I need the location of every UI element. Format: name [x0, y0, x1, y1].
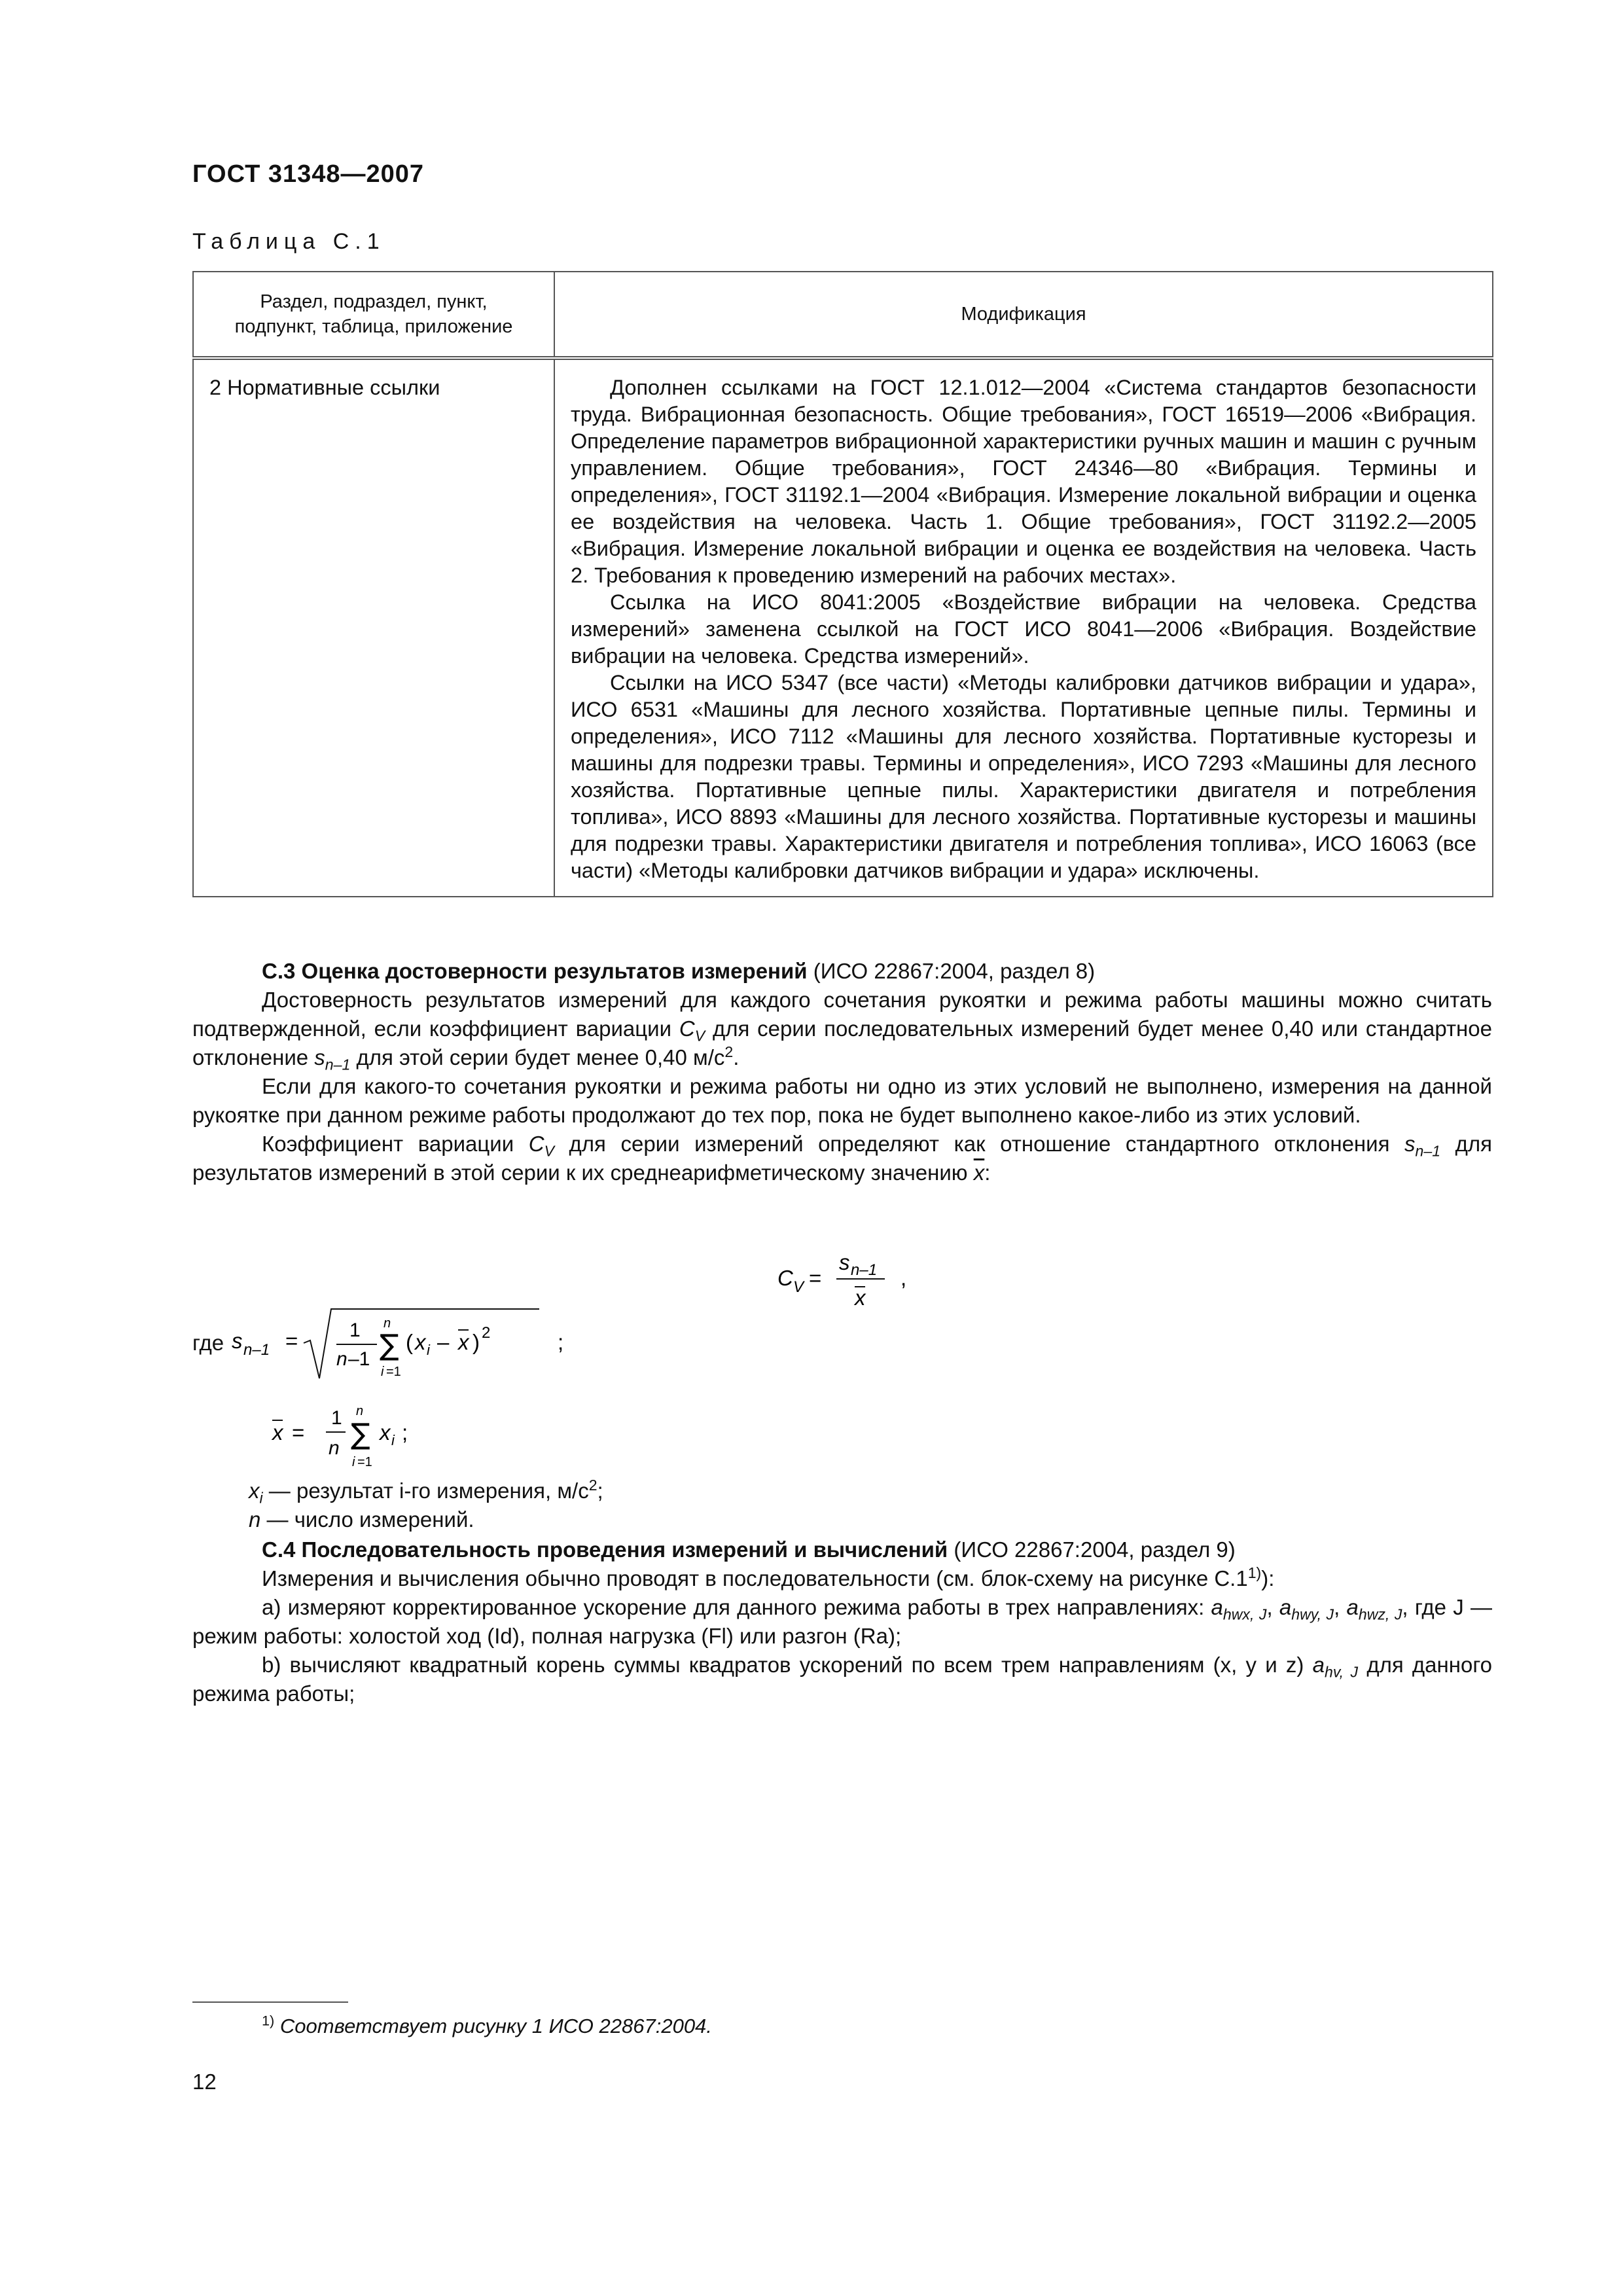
section-c3-paragraph-3: Коэффициент вариации $C_V$ для серии измерений определяют как отношение стандартного отклонения $s_{n-1}$ для результатов измерений в этой серии к их среднеарифметическому значению $\overline{x}$:: [192, 1132, 1492, 1185]
svg-text:–: –: [437, 1330, 450, 1354]
section-c4-item-a: a) измеряют корректированное ускорение для данного режима работы в трех направлениях: $a_{hwx, J}$, $a_{hwy, J}$, $a_{hwz, J}$, где J — режим работы: холостой ход (Id), полная нагрузка (Fl) или разгон (Ra);: [192, 1595, 1493, 1648]
svg-text:;: ;: [402, 1420, 408, 1444]
svg-text:n: n: [383, 1316, 391, 1331]
svg-text:x: x: [380, 1420, 391, 1444]
svg-text:(: (: [406, 1330, 413, 1354]
svg-text:s: s: [232, 1329, 243, 1353]
document-header: ГОСТ 31348—2007: [192, 160, 425, 188]
page-number: 12: [192, 2070, 217, 2094]
svg-text:x: x: [855, 1285, 866, 1310]
svg-text:V: V: [793, 1278, 804, 1296]
svg-text:–1: –1: [348, 1348, 370, 1370]
svg-text:n: n: [336, 1348, 348, 1370]
svg-text:x: x: [272, 1420, 283, 1444]
footnote-divider: [192, 2001, 348, 2003]
formula-definitions: [192, 1477, 1492, 1534]
section-c3-heading: С.3 Оценка достоверности результатов измерений (ИСО 22867:2004, раздел 8): [262, 959, 1096, 983]
modification-table: [192, 271, 1493, 897]
svg-text:,: ,: [901, 1266, 907, 1290]
svg-text:2: 2: [482, 1324, 491, 1342]
svg-text:C: C: [777, 1266, 793, 1290]
section-c4-paragraph-1: Измерения и вычисления обычно проводят в последовательности (см. блок-схему на рисунке С.1$^{1)}$):: [262, 1564, 1275, 1590]
formula-cv: [777, 1244, 935, 1321]
svg-text:): ): [473, 1330, 480, 1354]
where-label: где: [192, 1331, 224, 1355]
modification-paragraph-2: Ссылка на ИСО 8041:2005 «Воздействие вибрации на человека. Средства измерений» заменена ссылкой на ГОСТ ИСО 8041—2006 «Вибрация. Воздействие вибрации на человека. Средства измерений».: [571, 590, 1476, 668]
svg-text:1: 1: [331, 1407, 342, 1429]
section-c3-paragraph-1: Достоверность результатов измерений для каждого сочетания рукоятки и режима работы машины можно считать подтвержденной, если коэффициент вариации $C_V$ для серии последовательных измерений будет менее 0,40 или стандартное отклонение $s_{n-1}$ для этой серии будет менее 0,40 $м/с^2$.: [192, 988, 1492, 1073]
formula-mean: [268, 1394, 465, 1479]
modification-paragraph-1: Дополнен ссылками на ГОСТ 12.1.012—2004 «Система стандартов безопасности труда. Вибрационная безопасность. Общие требования», ГОСТ 16519—2006 «Вибрация. Определение параметров вибрационной характеристики ручных машин и машин с ручным управлением. Общие требования», ГОСТ 24346—80 «Вибрация. Термины и определения», ГОСТ 31192.1—2004 «Вибрация. Измерение локальной вибрации и оценка ее воздействия на человека. Часть 1. Общие требования», ГОСТ 31192.2—2005 «Вибрация. Измерение локальной вибрации и оценка ее воздействия на человека. Часть 2. Требования к проведению измерений на рабочих местах».: [571, 376, 1476, 587]
svg-text:x: x: [458, 1330, 469, 1354]
section-c4-item-b: b) вычисляют квадратный корень суммы квадратов ускорений по всем трем направлениям (x, y и z) $a_{hv, J}$ для данного режима работы;: [192, 1653, 1492, 1706]
modification-paragraph-3: Ссылки на ИСО 5347 (все части) «Методы калибровки датчиков вибрации и удара», ИСО 6531 «Машины для лесного хозяйства. Портативные цепные пилы. Термины и определения», ИСО 7112 «Машины для лесного хозяйства. Портативные кусторезы и машины для подрезки травы. Термины и определения», ИСО 7293 «Машины для лесного хозяйства. Портативные цепные пилы. Характеристики двигателя и потребления топлива», ИСО 8893 «Машины для лесного хозяйства. Портативные кусторезы и машины для подрезки травы. Характеристики двигателя и потребления топлива», ИСО 16063 (все части) «Методы калибровки датчиков вибрации и удара» исключены.: [571, 671, 1476, 882]
table-cell-section: 2 Нормативные ссылки: [193, 358, 554, 897]
svg-text:n: n: [329, 1437, 340, 1459]
table-row: [193, 358, 1493, 897]
formula-mean-graphic: [268, 1394, 465, 1473]
svg-text:=1: =1: [357, 1455, 372, 1469]
section-c3: [192, 957, 1492, 1187]
formula-std-dev-graphic: [232, 1302, 598, 1388]
section-c4: [192, 1535, 1492, 1708]
svg-text:n: n: [356, 1404, 364, 1418]
column-header-section: [193, 272, 554, 358]
svg-text:=1: =1: [386, 1365, 401, 1379]
svg-text:=: =: [285, 1329, 298, 1353]
definition-xi: $x_i$ — результат i-го измерения, $м/с^2$;: [249, 1477, 603, 1507]
svg-text:=: =: [292, 1420, 305, 1444]
table-caption: Таблица С.1: [192, 229, 385, 254]
svg-text:s: s: [839, 1250, 850, 1274]
svg-text:∑: ∑: [380, 1329, 399, 1362]
svg-text:i: i: [427, 1342, 430, 1358]
definition-n: n — число измерений.: [249, 1507, 474, 1532]
svg-text:i: i: [391, 1432, 395, 1448]
svg-text:=: =: [809, 1266, 822, 1290]
column-header-section-line2: подпункт, таблица, приложение: [234, 316, 513, 337]
svg-text:;: ;: [558, 1330, 564, 1354]
table-cell-modification: [554, 358, 1493, 897]
svg-text:i: i: [381, 1365, 384, 1379]
svg-text:x: x: [415, 1330, 426, 1354]
column-header-modification: Модификация: [554, 272, 1493, 358]
formula-cv-graphic: [777, 1244, 935, 1316]
svg-text:1: 1: [349, 1319, 361, 1341]
footnote-text: Соответствует рисунку 1 ИСО 22867:2004.: [279, 2015, 712, 2037]
svg-text:n–1: n–1: [243, 1341, 270, 1359]
section-c3-paragraph-2: Если для какого-то сочетания рукоятки и режима работы ни одно из этих условий не выполнено, измерения на данной рукоятке при данном режиме работы продолжают до тех пор, пока не будет выполнено какое-либо из этих условий.: [192, 1074, 1492, 1127]
column-header-section-line1: Раздел, подраздел, пункт,: [260, 291, 488, 312]
svg-text:∑: ∑: [351, 1418, 370, 1451]
table-header-row: [193, 272, 1493, 358]
svg-text:n–1: n–1: [851, 1261, 878, 1279]
section-c4-heading: С.4 Последовательность проведения измерений и вычислений (ИСО 22867:2004, раздел 9): [262, 1537, 1236, 1562]
svg-text:i: i: [352, 1455, 355, 1469]
footnote-mark: 1): [262, 2012, 275, 2029]
footnote: [262, 2012, 712, 2038]
